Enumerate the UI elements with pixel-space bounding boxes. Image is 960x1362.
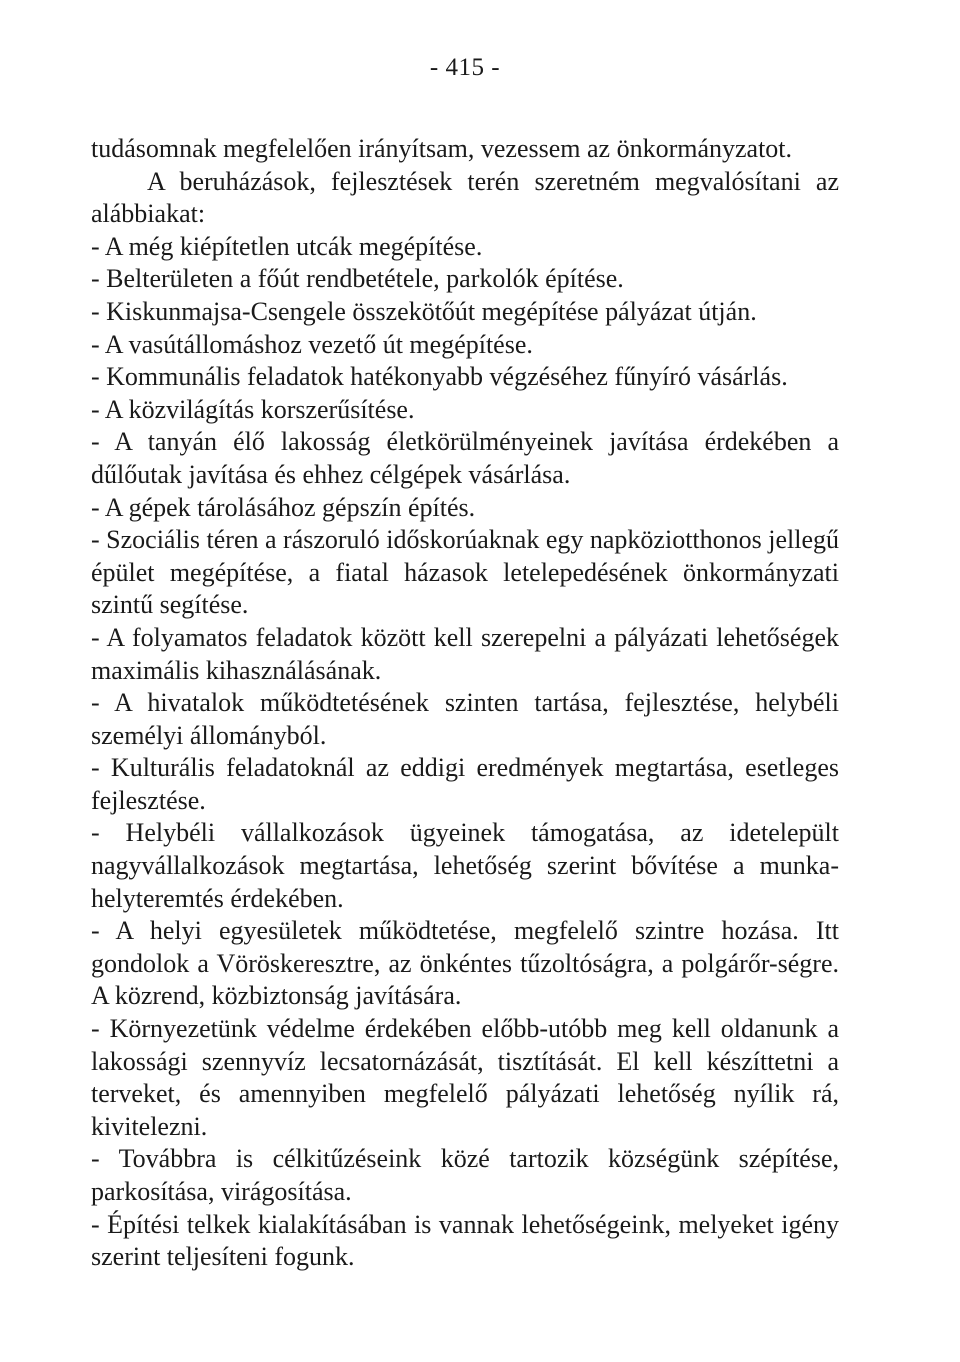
list-item-offices: - A hivatalok működtetésének szinten tartása, fejlesztése, helybéli személyi állományból. <box>91 688 839 750</box>
list-item-lawnmower: - Kommunális feladatok hatékonyabb végzéséhez fűnyíró vásárlás. <box>91 362 788 392</box>
list-item-tenders: - A folyamatos feladatok között kell szerepelni a pályázati lehetőségek maximális kihasználásának. <box>91 622 839 685</box>
paragraph-continuation: tudásomnak megfelelően irányítsam, vezessem az önkormányzatot. <box>91 134 793 163</box>
list-item-unbuilt-streets: - A még kiépítetlen utcák megépítése. <box>91 231 483 261</box>
list-item-building-plots: - Építési telkek kialakításában is vannak lehetőségeink, melyeket igény szerint teljesíteni fogunk. <box>91 1209 839 1272</box>
list-item-culture: - Kulturális feladatoknál az eddigi eredmények megtartása, esetleges fejlesztése. <box>91 753 839 815</box>
list-item-connecting-road: - Kiskunmajsa-Csengele összekötőút megépítése pályázat útján. <box>91 296 757 326</box>
list-item-machine-shed: - A gépek tárolásához gépszín építés. <box>91 492 476 522</box>
list-item-station-road: - A vasútállomáshoz vezető út megépítése. <box>91 329 533 359</box>
list-item-main-road: - Belterületen a főút rendbetétele, parkolók építése. <box>91 264 624 294</box>
list-item-farm-roads: - A tanyán élő lakosság életkörülményeinek javítása érdekében a dűlőutak javítása és ehhez célgépek vásárlása. <box>91 427 839 489</box>
list-item-businesses: - Helybéli vállalkozások ügyeinek támogatása, az idetelepült nagyvállalkozások megtartása, lehetőség szerint bővítése a munka-helyteremtés érdekében. <box>91 818 839 913</box>
list-item-street-lighting: - A közvilágítás korszerűsítése. <box>91 394 415 424</box>
paragraph-intro: A beruházások, fejlesztések terén szeretném megvalósítani az alábbiakat: <box>91 166 839 229</box>
page-number: - 415 - <box>429 54 501 81</box>
list-item-beautification: - Továbbra is célkitűzéseink közé tartozik községünk szépítése, parkosítása, virágosítása. <box>91 1144 839 1206</box>
list-item-associations: - A helyi egyesületek működtetése, megfelelő szintre hozása. Itt gondolok a Vöröskeresztre, az önkéntes tűzoltóságra, a polgárőr-ségre. A közrend, közbiztonság javítására. <box>91 916 839 1011</box>
list-item-social: - Szociális téren a rászoruló időskorúaknak egy napköziotthonos jellegű épület megépítése, a fiatal házasok letelepedésének önkormányzati szintű segítése. <box>91 525 840 620</box>
body-text <box>91 133 839 1274</box>
list-item-environment: - Környezetünk védelme érdekében előbb-utóbb meg kell oldanunk a lakossági szennyvíz lecsatornázását, tisztítását. El kell készíttetni a terveket, és amennyiben megfelelő pályázati lehetőség nyílik rá, kivitelezni. <box>91 1014 839 1141</box>
